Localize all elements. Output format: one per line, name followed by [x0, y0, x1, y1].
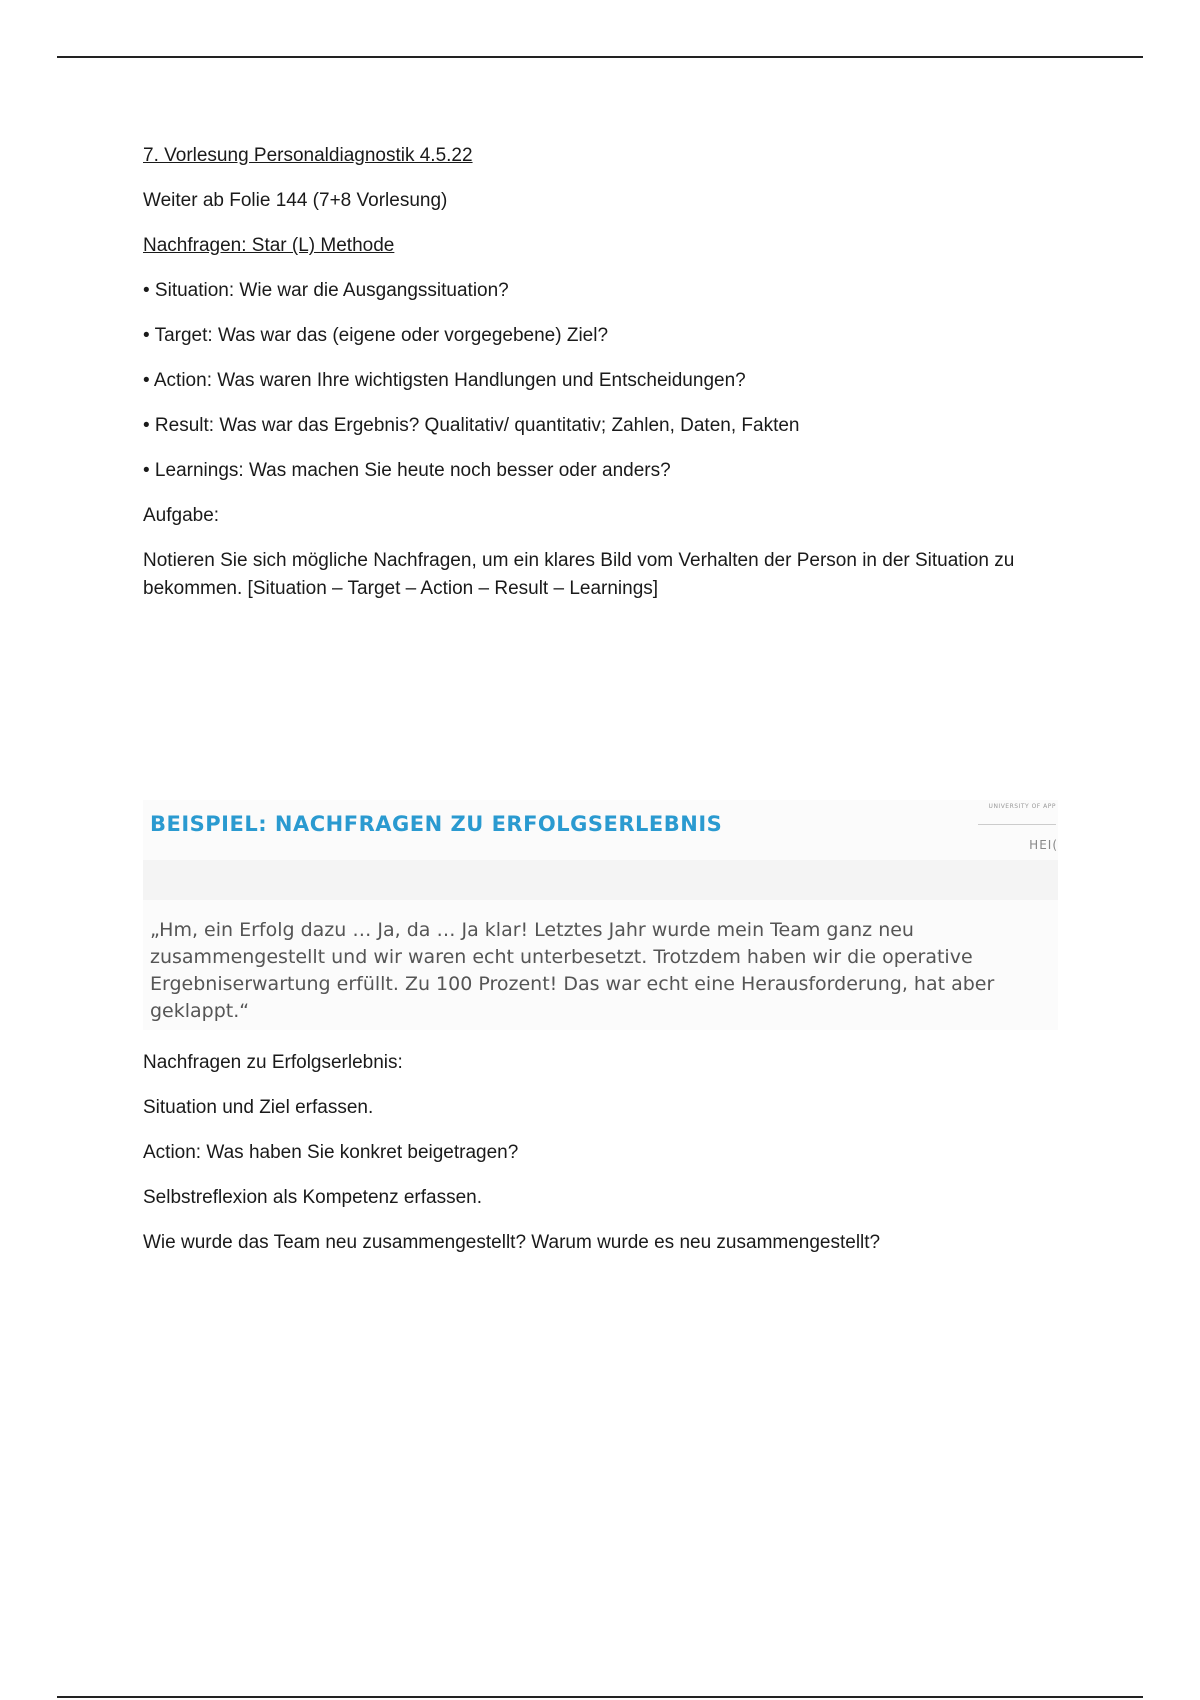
- bullet-action: • Action: Was waren Ihre wichtigsten Handlungen und Entscheidungen?: [143, 370, 746, 391]
- lecture-heading: 7. Vorlesung Personaldiagnostik 4.5.22: [143, 145, 473, 166]
- method-heading: Nachfragen: Star (L) Methode: [143, 235, 395, 256]
- slide-quote: „Hm, ein Erfolg dazu … Ja, da … Ja klar! Letztes Jahr wurde mein Team ganz neu zusammengestellt und wir waren echt unterbesetzt. Trotzdem haben wir die operative Ergebniserwartung erfüllt. Zu 100 Prozent! Das war echt eine Herausforderung, hat aber geklappt.“: [150, 919, 995, 1022]
- task-label: Aufgabe:: [143, 505, 220, 526]
- bullet-result: • Result: Was war das Ergebnis? Qualitativ/ quantitativ; Zahlen, Daten, Fakten: [143, 415, 800, 436]
- logo-divider: [978, 824, 1056, 825]
- task-text: Notieren Sie sich mögliche Nachfragen, um ein klares Bild vom Verhalten der Person in der Situation zu bekommen. [Situation – Target – Action – Result – Learnings]: [143, 550, 1015, 599]
- bullet-target: • Target: Was war das (eigene oder vorgegebene) Ziel?: [143, 325, 609, 346]
- slide-image: [143, 800, 1058, 1030]
- bullet-learnings: • Learnings: Was machen Sie heute noch besser oder anders?: [143, 460, 671, 481]
- followup-heading: Nachfragen zu Erfolgserlebnis:: [143, 1052, 403, 1073]
- followup-line: Situation und Ziel erfassen.: [143, 1097, 374, 1118]
- university-logo-caption: UNIVERSITY OF APP: [988, 803, 1056, 810]
- bullet-situation: • Situation: Wie war die Ausgangssituation?: [143, 280, 509, 301]
- slide-reference: Weiter ab Folie 144 (7+8 Vorlesung): [143, 190, 448, 211]
- followup-line: Wie wurde das Team neu zusammengestellt? Warum wurde es neu zusammengestellt?: [143, 1232, 881, 1253]
- slide-title: BEISPIEL: NACHFRAGEN ZU ERFOLGSERLEBNIS: [150, 812, 723, 836]
- followup-section: [143, 1049, 1063, 1274]
- notes-section: [143, 142, 1063, 620]
- page-top-rule: [57, 56, 1143, 58]
- university-logo: HEI(: [1029, 838, 1058, 852]
- slide-header-band: [143, 860, 1058, 900]
- page-bottom-rule: [57, 1696, 1143, 1698]
- followup-line: Action: Was haben Sie konkret beigetragen?: [143, 1142, 519, 1163]
- followup-line: Selbstreflexion als Kompetenz erfassen.: [143, 1187, 483, 1208]
